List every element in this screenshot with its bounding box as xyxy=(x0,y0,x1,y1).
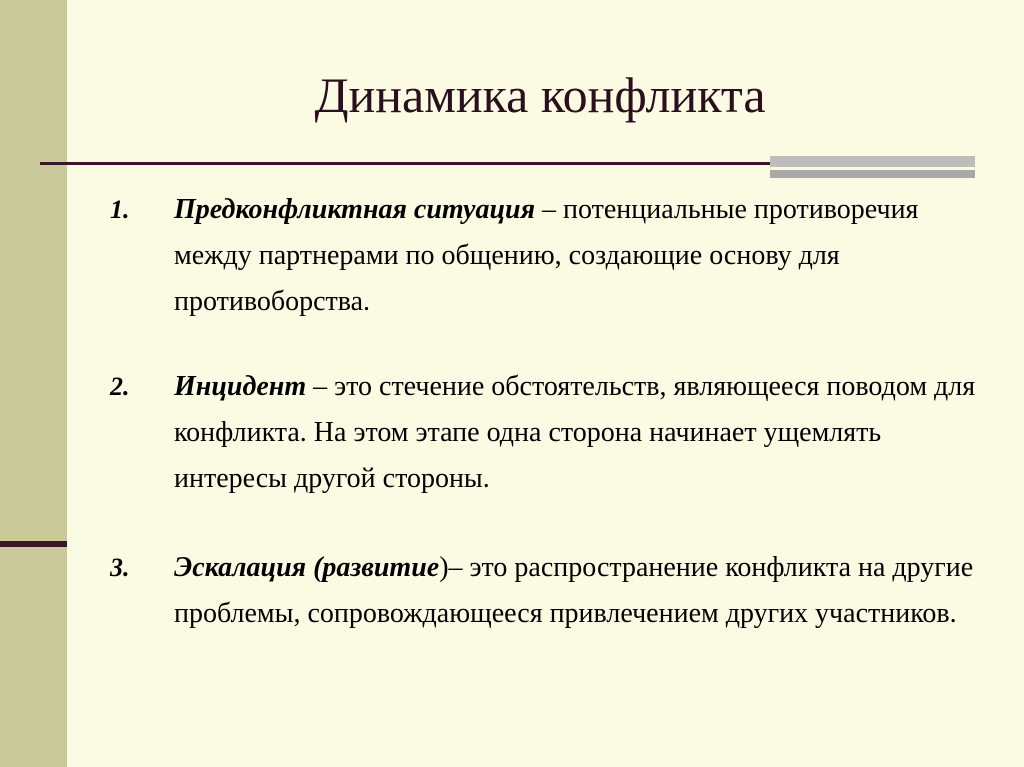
list-item-body xyxy=(174,364,984,502)
list-item-term: Предконфликтная ситуация xyxy=(174,194,536,225)
title-underline-bar xyxy=(770,156,975,167)
list-item-number: 3. xyxy=(110,553,130,582)
list-item-description: – это стечение обстоятельств, являющееся поводом для конфликта. На этом этапе одна сторона начинает ущемлять интересы другой стороны. xyxy=(174,371,976,494)
left-band-accent xyxy=(0,541,67,547)
title-underline-bar-lower xyxy=(770,170,975,178)
slide-title: Динамика конфликта xyxy=(314,67,766,123)
list-item-body xyxy=(174,545,984,637)
list-item-number: 1. xyxy=(110,195,130,224)
list-item-number: 2. xyxy=(110,372,130,401)
list-item-body xyxy=(174,187,984,325)
list-item-description: )– это распространение конфликта на другие проблемы, сопровождающееся привлечением других участников. xyxy=(174,552,974,629)
list-item-term: Эскалация (развитие xyxy=(174,552,440,583)
list-item-term: Инцидент xyxy=(174,371,307,402)
list-item-description: – потенциальные противоречия между партнерами по общению, создающие основу для противоборства. xyxy=(174,194,919,317)
